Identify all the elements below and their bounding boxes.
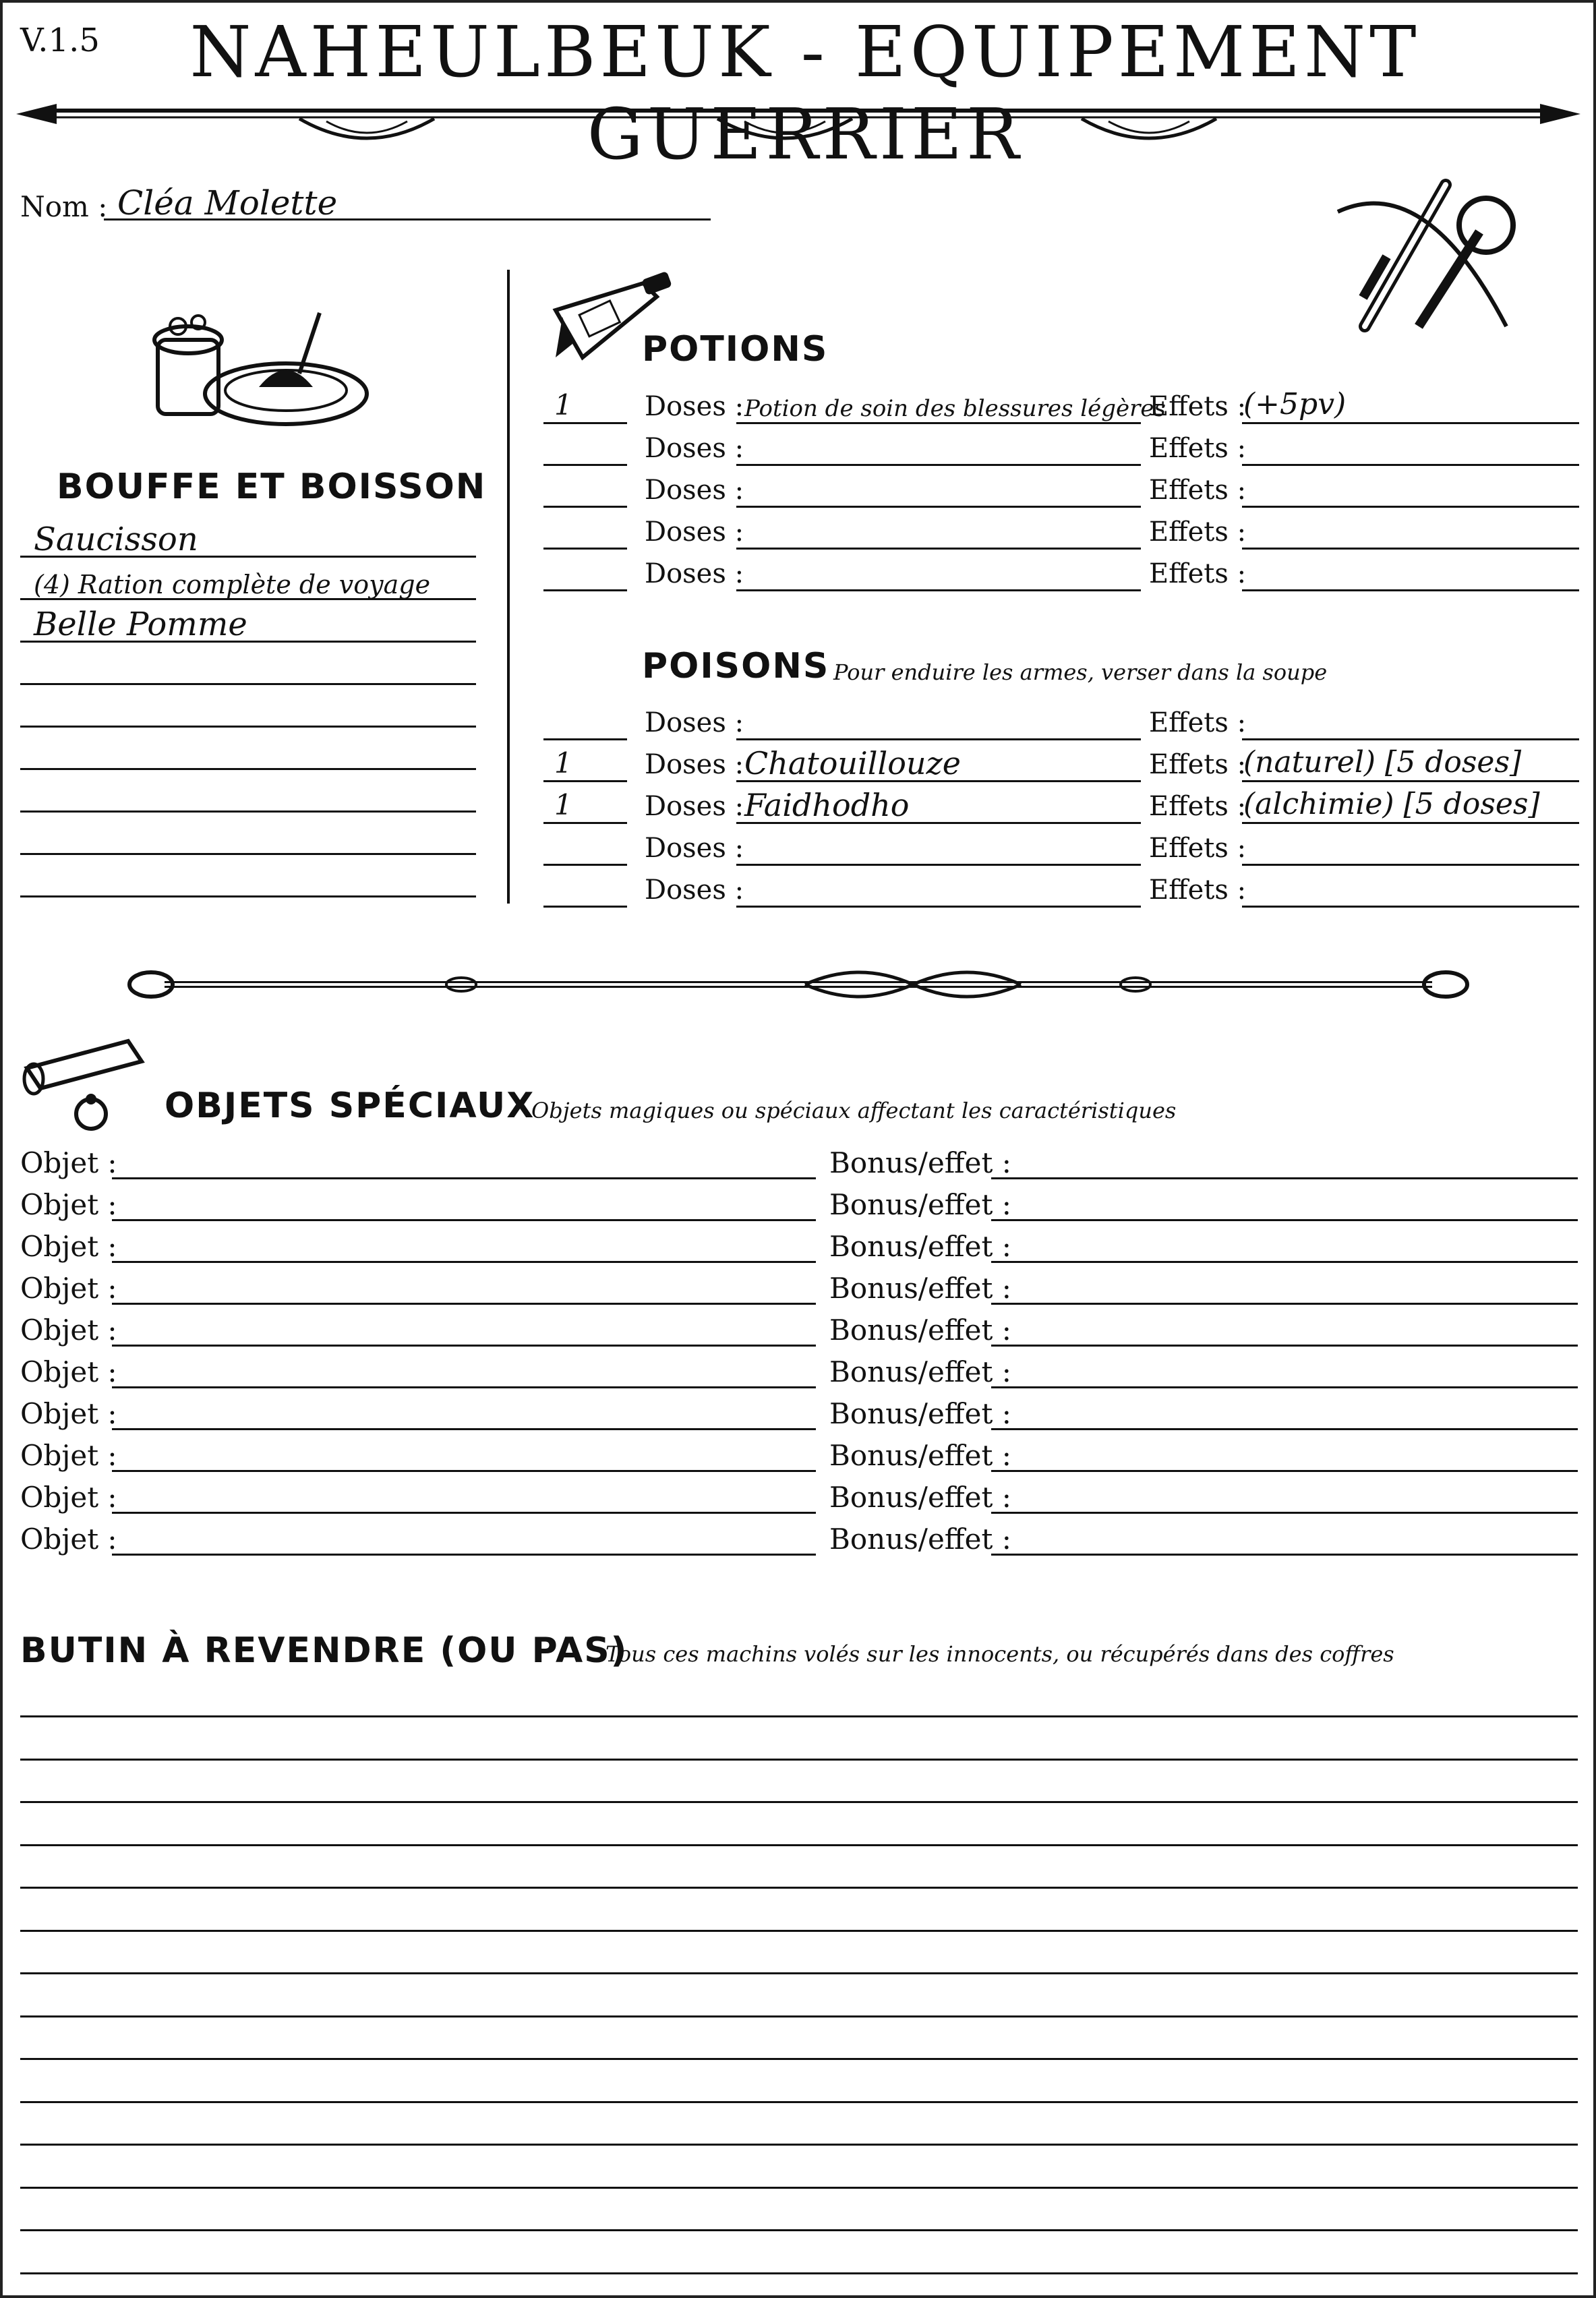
object-label: Objet : [20,1355,117,1388]
poison-count[interactable]: 1 [554,746,572,779]
bonus-line[interactable] [991,1177,1578,1179]
potion-name[interactable]: Potion de soin des blessures légères [744,395,1166,422]
crossed-weapons-icon [1324,158,1527,340]
food-item[interactable]: Saucisson [34,521,198,558]
food-line [20,853,476,855]
food-line [20,683,476,685]
object-label: Objet : [20,1272,117,1305]
version-label: V.1.5 [20,22,100,59]
poison-effect-line [1242,906,1579,908]
staff-divider-icon [131,960,1466,1007]
bonus-label: Bonus/effet : [829,1230,1011,1263]
food-plate-icon [144,299,374,434]
poison-count-line [543,864,627,866]
object-line[interactable] [112,1177,816,1179]
potion-name-line [736,464,1141,466]
object-label: Objet : [20,1439,117,1472]
loot-subtitle: Tous ces machins volés sur les innocents, ou récupérés dans des coffres [605,1641,1394,1667]
bonus-line[interactable] [991,1470,1578,1472]
bonus-line[interactable] [991,1428,1578,1430]
poison-name-line [736,906,1141,908]
poison-effects-label: Effets : [1149,791,1247,822]
object-label: Objet : [20,1523,117,1556]
special-items-subtitle: Objets magiques ou spéciaux affectant les caractéristiques [531,1098,1177,1123]
object-line[interactable] [112,1554,816,1556]
poison-count[interactable]: 1 [554,788,572,821]
bonus-line[interactable] [991,1554,1578,1556]
object-line[interactable] [112,1512,816,1514]
object-line[interactable] [112,1303,816,1305]
potion-effects-label: Effets : [1149,433,1247,464]
food-line [20,811,476,813]
food-item[interactable]: (4) Ration complète de voyage [34,570,431,599]
poison-doses-label: Doses : [645,707,744,738]
poison-effect[interactable]: (alchimie) [5 doses] [1243,787,1540,821]
object-line[interactable] [112,1428,816,1430]
loot-line[interactable] [20,2144,1578,2146]
potion-effects-label: Effets : [1149,391,1247,422]
potion-count[interactable]: 1 [554,388,572,421]
poison-effect-line [1242,780,1579,782]
bonus-label: Bonus/effet : [829,1146,1011,1179]
food-line [20,768,476,770]
loot-line[interactable] [20,1759,1578,1761]
object-label: Objet : [20,1481,117,1514]
potion-name-line [736,506,1141,508]
bonus-label: Bonus/effet : [829,1481,1011,1514]
loot-line[interactable] [20,2015,1578,2017]
bonus-label: Bonus/effet : [829,1397,1011,1430]
poison-doses-label: Doses : [645,875,744,906]
spear-divider-icon [16,84,1580,151]
potion-effects-label: Effets : [1149,517,1247,548]
bonus-label: Bonus/effet : [829,1355,1011,1388]
object-line[interactable] [112,1261,816,1263]
food-line [20,895,476,897]
loot-line[interactable] [20,2101,1578,2103]
poison-effects-label: Effets : [1149,749,1247,780]
poison-doses-label: Doses : [645,791,744,822]
scroll-ring-icon [20,1034,155,1136]
bonus-line[interactable] [991,1386,1578,1388]
food-item[interactable]: Belle Pomme [34,606,247,643]
loot-line[interactable] [20,1715,1578,1717]
object-line[interactable] [112,1470,816,1472]
food-line [20,726,476,728]
bonus-label: Bonus/effet : [829,1188,1011,1221]
column-divider [507,270,510,904]
loot-line[interactable] [20,1801,1578,1803]
poisons-subtitle: Pour enduire les armes, verser dans la soupe [833,659,1328,685]
object-label: Objet : [20,1397,117,1430]
potion-effect-line [1242,589,1579,591]
bonus-label: Bonus/effet : [829,1314,1011,1347]
potion-count-line [543,548,627,550]
poison-effects-label: Effets : [1149,875,1247,906]
loot-line[interactable] [20,2187,1578,2189]
object-label: Objet : [20,1314,117,1347]
bonus-line[interactable] [991,1303,1578,1305]
name-label: Nom : [20,190,108,223]
potion-effect-line [1242,422,1579,424]
poison-name-line [736,738,1141,740]
potion-doses-label: Doses : [645,433,744,464]
bonus-label: Bonus/effet : [829,1272,1011,1305]
name-field[interactable]: Cléa Molette [117,183,338,223]
poison-doses-label: Doses : [645,833,744,864]
bonus-line[interactable] [991,1219,1578,1221]
poison-count-line [543,822,627,824]
object-line[interactable] [112,1219,816,1221]
loot-line[interactable] [20,1930,1578,1932]
potion-effects-label: Effets : [1149,475,1247,506]
potion-count-line [543,506,627,508]
poison-effects-label: Effets : [1149,707,1247,738]
loot-line[interactable] [20,2229,1578,2231]
sheet-title: NAHEULBEUK - EQUIPEMENT GUERRIER [189,11,1421,175]
potions-heading: POTIONS [642,329,829,370]
object-label: Objet : [20,1146,117,1179]
food-heading: BOUFFE ET BOISSON [57,467,487,507]
object-label: Objet : [20,1188,117,1221]
bonus-label: Bonus/effet : [829,1523,1011,1556]
loot-line[interactable] [20,1887,1578,1889]
potion-effect-line [1242,548,1579,550]
potion-effect[interactable]: (+5pv) [1243,387,1347,421]
potion-doses-label: Doses : [645,475,744,506]
potion-count-line [543,589,627,591]
potion-name-line [736,422,1141,424]
loot-heading: BUTIN À REVENDRE (OU PAS) [20,1630,628,1671]
potion-name-line [736,548,1141,550]
poison-name[interactable]: Faidhodho [744,787,910,823]
loot-line[interactable] [20,2058,1578,2060]
loot-line[interactable] [20,1972,1578,1974]
poison-count-line [543,906,627,908]
poisons-heading: POISONS [642,646,830,686]
poison-doses-label: Doses : [645,749,744,780]
bonus-line[interactable] [991,1261,1578,1263]
poison-name[interactable]: Chatouillouze [744,745,961,782]
object-line[interactable] [112,1345,816,1347]
poison-count-line [543,738,627,740]
potion-effects-label: Effets : [1149,558,1247,589]
poison-effects-label: Effets : [1149,833,1247,864]
potion-count-line [543,464,627,466]
potion-doses-label: Doses : [645,517,744,548]
potion-doses-label: Doses : [645,391,744,422]
potion-effect-line [1242,506,1579,508]
special-items-heading: OBJETS SPÉCIAUX [165,1086,535,1126]
poison-effect-line [1242,738,1579,740]
bonus-line[interactable] [991,1345,1578,1347]
poison-effect[interactable]: (naturel) [5 doses] [1243,745,1522,779]
loot-line[interactable] [20,2272,1578,2274]
poison-effect-line [1242,864,1579,866]
object-label: Objet : [20,1230,117,1263]
poison-name-line [736,864,1141,866]
bonus-line[interactable] [991,1512,1578,1514]
potion-name-line [736,589,1141,591]
loot-line[interactable] [20,1844,1578,1846]
bonus-label: Bonus/effet : [829,1439,1011,1472]
poison-effect-line [1242,822,1579,824]
potion-doses-label: Doses : [645,558,744,589]
poison-count-line [543,780,627,782]
potion-count-line [543,422,627,424]
object-line[interactable] [112,1386,816,1388]
potion-effect-line [1242,464,1579,466]
